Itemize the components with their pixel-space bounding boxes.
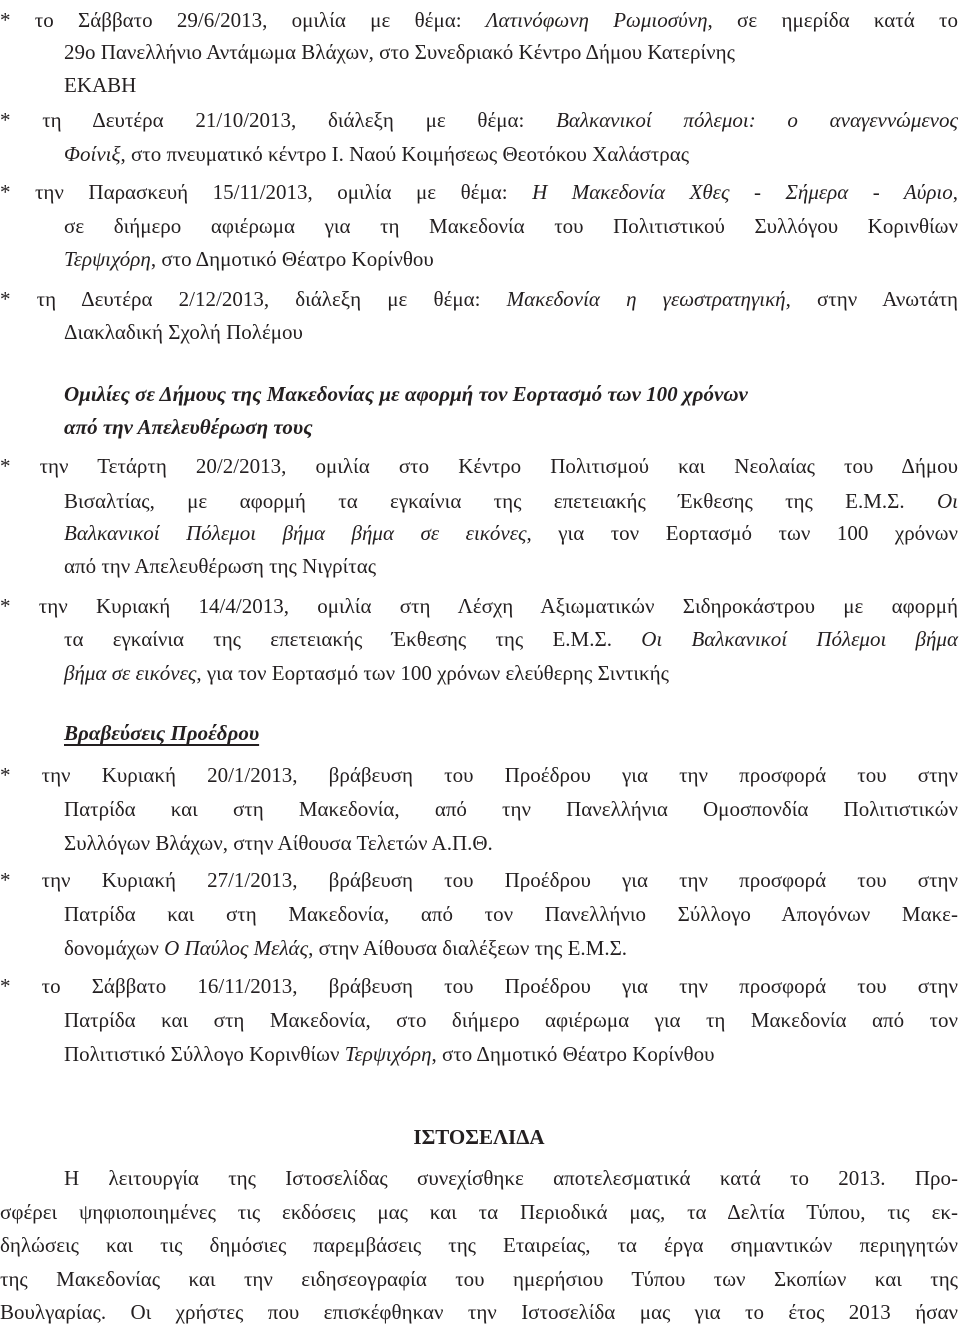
entry-line: [64, 659, 958, 687]
entry-text: * τη Δευτέρα 21/10/2013, διάλεξη με θέμα:: [0, 108, 557, 132]
entry-line: * την Κυριακή 14/4/2013, ομιλία στη Λέσχη Αξιωματικών Σιδηροκάστρου με αφορμή: [0, 594, 958, 618]
entry-title: Βαλκανικοί Πόλεμοι βήμα βήμα σε εικόνες: [64, 521, 527, 545]
entry-line: ΕΚΑΒΗ: [64, 73, 137, 97]
section-heading-speeches: Ομιλίες σε Δήμους της Μακεδονίας με αφορμή τον Εορτασμό των 100 χρόνων: [64, 382, 748, 406]
entry-title: Τερψιχόρη: [64, 247, 151, 271]
entry-text: , στο Δημοτικό Θέατρο Κορίνθου: [150, 247, 434, 271]
entry-line: [64, 140, 958, 168]
entry-line: 29ο Πανελλήνιο Αντάμωμα Βλάχων, στο Συνεδριακό Κέντρο Δήμου Κατερίνης: [64, 40, 735, 64]
entry-title: Τερψιχόρη: [344, 1042, 432, 1066]
paragraph-line: σφέρει ψηφιοποιημένες τις εκδόσεις μας και τα Περιοδικά μας, τα Δελτία Τύπου, τις εκ-: [0, 1200, 958, 1224]
entry-line: [0, 178, 958, 206]
entry-text: , στην Αίθουσα διαλέξεων της Ε.Μ.Σ.: [308, 936, 628, 960]
entry-text: , για τον Εορτασμό των 100 χρόνων: [526, 521, 958, 545]
section-heading-website: ΙΣΤΟΣΕΛΙΔΑ: [413, 1125, 545, 1149]
entry-line: * το Σάββατο 16/11/2013, βράβευση του Προέδρου για την προσφορά του στην: [0, 974, 958, 998]
entry-line: [64, 625, 958, 653]
entry-line: Συλλόγων Βλάχων, στην Αίθουσα Τελετών Α.Π.Θ.: [64, 831, 493, 855]
paragraph-line: δηλώσεις και τις δημόσιες παρεμβάσεις της Εταιρείας, τα έργα σημαντικών περιηγητών: [0, 1233, 958, 1257]
entry-line: [0, 285, 958, 313]
entry-line: Πατρίδα και στη Μακεδονία, στο διήμερο αφιέρωμα για τη Μακεδονία από τον: [64, 1008, 958, 1032]
entry-title: Οι Βαλκανικοί Πόλεμοι βήμα: [641, 627, 958, 651]
paragraph-line: της Μακεδονίας και την ειδησεογραφία του ημερήσιου Τύπου των Σκοπίων και της: [0, 1267, 958, 1291]
paragraph-line: Η λειτουργία της Ιστοσελίδας συνεχίσθηκε αποτελεσματικά κατά το 2013. Προ-: [64, 1166, 958, 1190]
entry-title: Ο Παύλος Μελάς: [164, 936, 309, 960]
entry-line: * την Τετάρτη 20/2/2013, ομιλία στο Κέντρο Πολιτισμού και Νεολαίας του Δήμου: [0, 454, 958, 478]
entry-text: , στην Ανωτάτη: [785, 287, 958, 311]
entry-title: Βαλκανικοί πόλεμοι: ο αναγεννώμενος: [556, 108, 958, 132]
entry-line: Πατρίδα και στη Μακεδονία, από τον Πανελλήνιο Σύλλογο Απογόνων Μακε-: [64, 902, 958, 926]
entry-line: * την Κυριακή 20/1/2013, βράβευση του Προέδρου για την προσφορά του στην: [0, 763, 958, 787]
entry-text: , για τον Εορτασμό των 100 χρόνων ελεύθερης Σιντικής: [196, 661, 669, 685]
entry-text: τα εγκαίνια της επετειακής Έκθεσης της Ε.Μ.Σ.: [64, 627, 642, 651]
entry-text: δονομάχων: [64, 936, 165, 960]
entry-title: Μακεδονία η γεωστρατηγική: [506, 287, 786, 311]
entry-line: * την Κυριακή 27/1/2013, βράβευση του Προέδρου για την προσφορά του στην: [0, 868, 958, 892]
entry-line: [64, 519, 958, 547]
entry-line: [0, 106, 958, 134]
entry-title: Φοίνιξ: [64, 142, 121, 166]
entry-text: * τη Δευτέρα 2/12/2013, διάλεξη με θέμα:: [0, 287, 507, 311]
entry-text: * την Παρασκευή 15/11/2013, ομιλία με θέμα:: [0, 180, 533, 204]
entry-title: βήμα σε εικόνες: [64, 661, 197, 685]
section-heading-speeches: από την Απελευθέρωση τους: [64, 415, 313, 439]
paragraph-line: Βουλγαρίας. Οι χρήστες που επισκέφθηκαν την Ιστοσελίδα μας για το έτος 2013 ήσαν: [0, 1300, 958, 1324]
entry-title: Οι: [937, 489, 958, 513]
entry-line: από την Απελευθέρωση της Νιγρίτας: [64, 554, 377, 578]
entry-text: , σε ημερίδα κατά το: [707, 8, 958, 32]
entry-line: [64, 487, 958, 515]
entry-title: Η Μακεδονία Χθες - Σήμερα - Αύριο: [532, 180, 953, 204]
entry-text: Πολιτιστικό Σύλλογο Κορινθίων: [64, 1042, 345, 1066]
entry-line: σε διήμερο αφιέρωμα για τη Μακεδονία του Πολιτιστικού Συλλόγου Κορινθίων: [64, 214, 958, 238]
entry-line: [64, 245, 958, 273]
entry-line: Πατρίδα και στη Μακεδονία, από την Πανελλήνια Ομοσπονδία Πολιτιστικών: [64, 797, 958, 821]
entry-line: [64, 934, 958, 962]
entry-text: Βισαλτίας, με αφορμή τα εγκαίνια της επετειακής Έκθεσης της Ε.Μ.Σ.: [64, 489, 937, 513]
entry-line: [0, 6, 958, 34]
entry-text: * το Σάββατο 29/6/2013, ομιλία με θέμα:: [0, 8, 486, 32]
entry-text: , στο πνευματικό κέντρο Ι. Ναού Κοιμήσεως Θεοτόκου Χαλάστρας: [120, 142, 690, 166]
section-heading-awards: Βραβεύσεις Προέδρου: [64, 721, 260, 745]
entry-title: Λατινόφωνη Ρωμιοσύνη: [485, 8, 708, 32]
entry-text: , στο Δημοτικό Θέατρο Κορίνθου: [431, 1042, 715, 1066]
entry-line: [64, 1040, 958, 1068]
entry-text: ,: [952, 180, 958, 204]
entry-line: Διακλαδική Σχολή Πολέμου: [64, 320, 303, 344]
